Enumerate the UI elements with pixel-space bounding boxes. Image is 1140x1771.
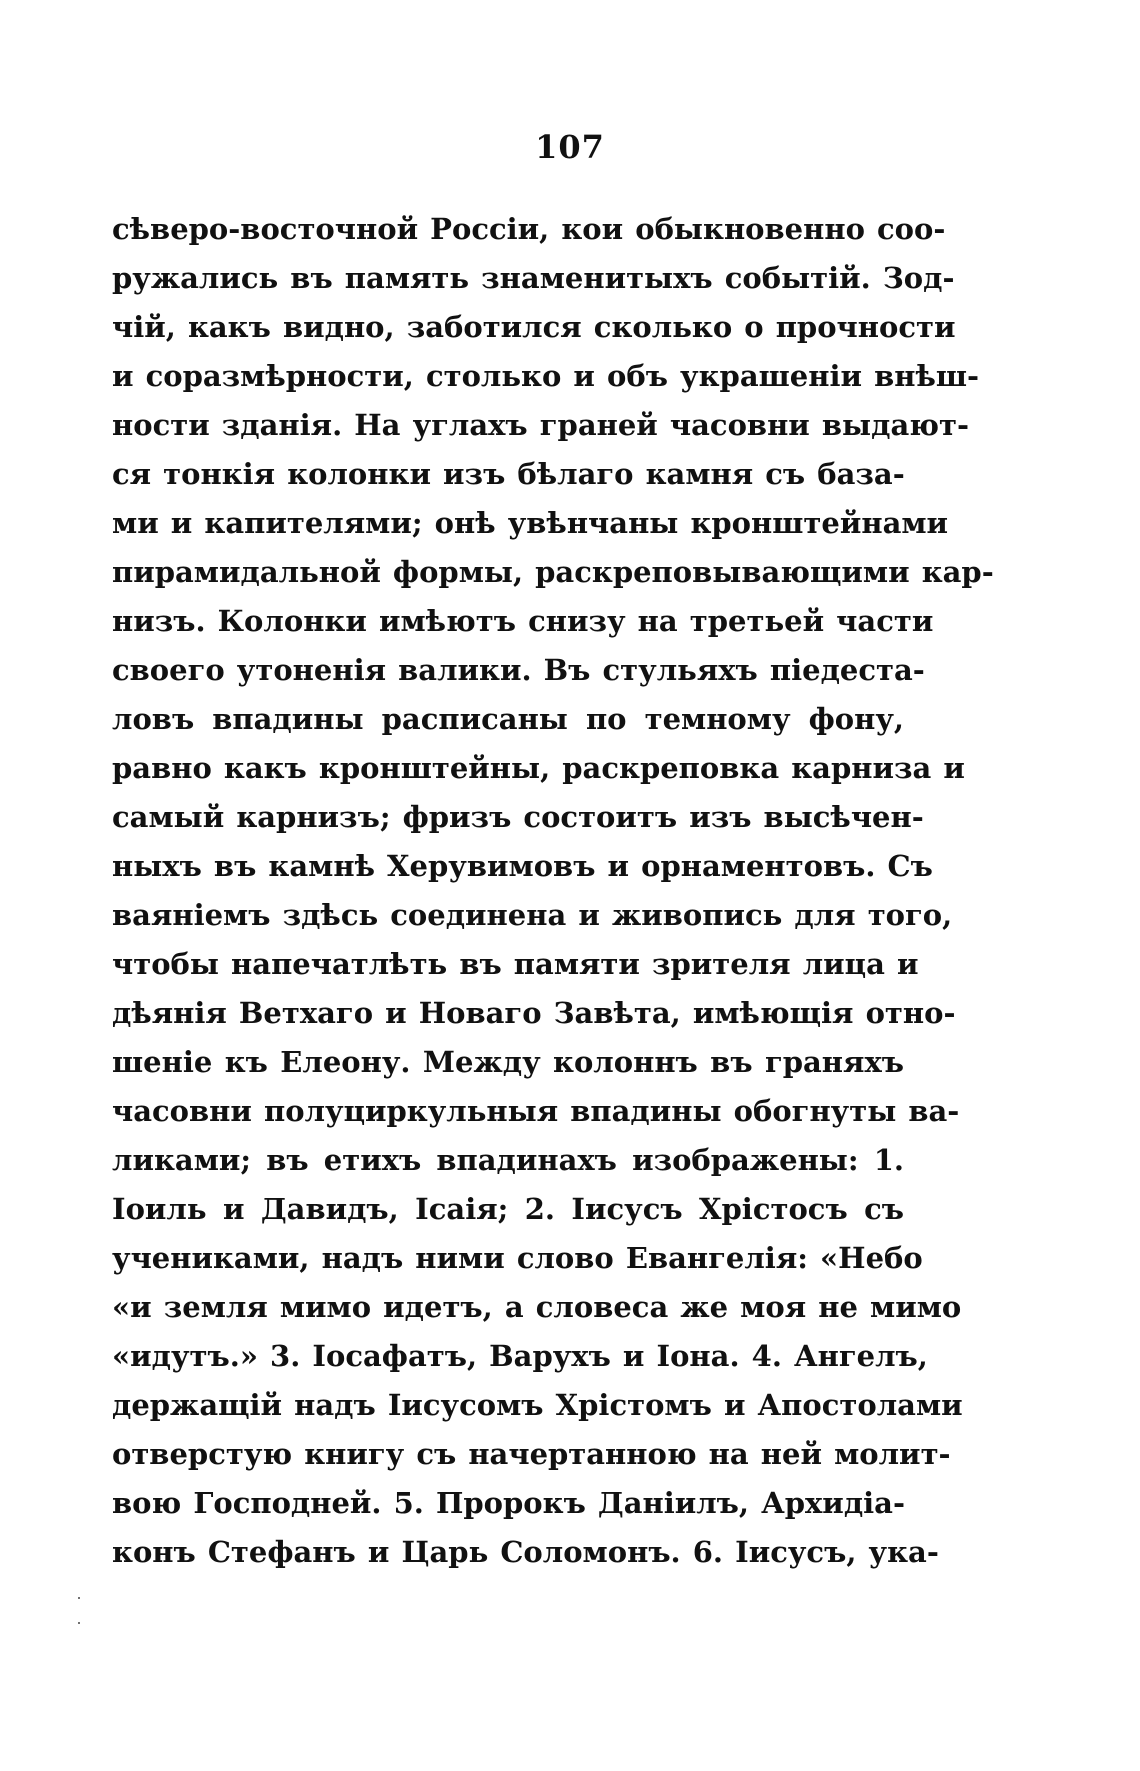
text-line: ваяніемъ здѣсь соединена и живопись для того, — [112, 898, 953, 932]
text-line: Іоиль и Давидъ, Ісаія; 2. Іисусъ Хрістосъ съ — [112, 1192, 904, 1226]
print-speck — [78, 1622, 80, 1624]
text-line: низъ. Колонки имѣютъ снизу на третьей части — [112, 604, 934, 638]
text-line: самый карнизъ; фризъ состоитъ изъ высѣчен- — [112, 800, 924, 834]
text-line: и соразмѣрности, столько и объ украшеніи внѣш- — [112, 359, 980, 393]
text-line: ности зданія. На углахъ граней часовни выдают- — [112, 408, 969, 442]
text-line: равно какъ кронштейны, раскреповка карниза и — [112, 751, 965, 785]
text-line: часовни полуциркульныя впадины обогнуты ва- — [112, 1094, 960, 1128]
text-line: своего утоненія валики. Въ стульяхъ піедеста- — [112, 653, 925, 687]
body-text — [112, 205, 994, 1577]
text-line: ныхъ въ камнѣ Херувимовъ и орнаментовъ. Съ — [112, 849, 933, 883]
text-line: ловъ впадины расписаны по темному фону, — [112, 702, 904, 736]
text-line: конъ Стефанъ и Царь Соломонъ. 6. Іисусъ, ука- — [112, 1535, 939, 1569]
text-line: держащій надъ Іисусомъ Хрістомъ и Апостолами — [112, 1388, 963, 1422]
text-line: отверстую книгу съ начертанною на ней молит- — [112, 1437, 951, 1471]
text-line: «и земля мимо идетъ, а словеса же моя не мимо — [112, 1290, 962, 1324]
text-line: ми и капителями; онѣ увѣнчаны кронштейнами — [112, 506, 949, 540]
print-speck — [78, 1597, 80, 1599]
text-line: ликами; въ етихъ впадинахъ изображены: 1. — [112, 1143, 904, 1177]
text-line: «идутъ.» 3. Іосафатъ, Варухъ и Іона. 4. Ангелъ, — [112, 1339, 928, 1373]
text-line: шеніе къ Елеону. Между колоннъ въ граняхъ — [112, 1045, 904, 1079]
text-line: пирамидальной формы, раскреповывающими кар- — [112, 555, 994, 589]
page-number: 107 — [535, 128, 605, 166]
text-line: чій, какъ видно, заботился сколько о прочности — [112, 310, 956, 344]
text-line: вою Господней. 5. Пророкъ Даніилъ, Архидіа- — [112, 1486, 905, 1520]
text-line: сѣверо-восточной Россіи, кои обыкновенно соо- — [112, 212, 946, 246]
text-line: дѣянія Ветхаго и Новаго Завѣта, имѣющія отно- — [112, 996, 956, 1030]
text-line: чтобы напечатлѣть въ памяти зрителя лица и — [112, 947, 919, 981]
text-line: ружались въ память знаменитыхъ событій. Зод- — [112, 261, 955, 295]
text-line: учениками, надъ ними слово Евангелія: «Небо — [112, 1241, 923, 1275]
text-line: ся тонкія колонки изъ бѣлаго камня съ база- — [112, 457, 905, 491]
